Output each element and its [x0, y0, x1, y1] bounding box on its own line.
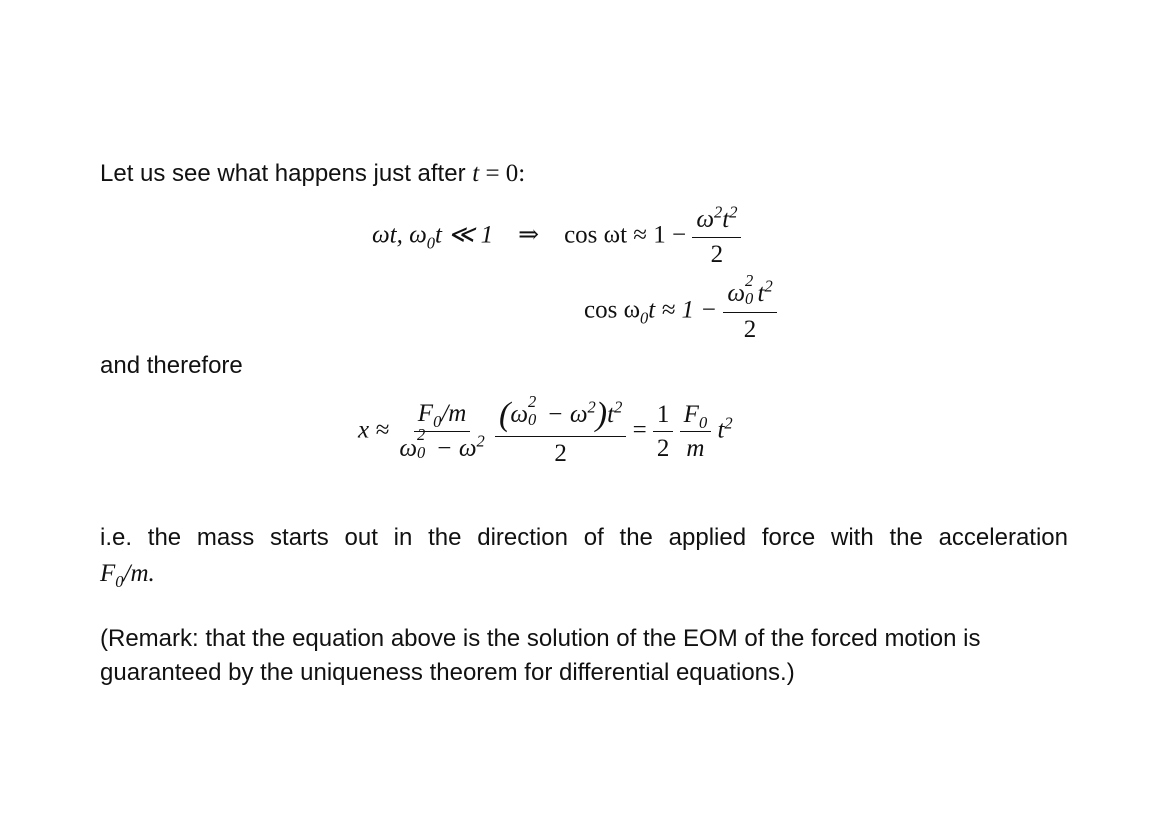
equation-x-approx: x ≈ $F_0/m$ ω 2 0 − $\omega^2$ (ω 2 0 − $\omega^2)t^2$ 2 = $\frac{1}{2}$ $\frac{F_0}{m}$ $t^2$ [358, 391, 733, 468]
fraction-omega-diff-t-squared: (ω 2 0 − $\omega^2)t^2$ 2 [495, 396, 626, 468]
and-therefore-text: and therefore [100, 352, 243, 379]
equation-approx-2: $\cos \omega_0t \approx 1$ − ω 2 0 $t^2$ 2 [584, 280, 777, 344]
intro-text: Let us see what happens just after t = 0: [100, 160, 526, 187]
fraction-one-half: $\frac{1}{2}$ [653, 401, 674, 463]
fraction-force-over-omega-diff: $F_0/m$ ω 2 0 − $\omega^2$ [399, 400, 485, 463]
fraction-omega0-t-squared: ω 2 0 $t^2$ 2 [723, 280, 776, 344]
equation-approx-1: ωt, $\omega_0t$ ≪ 1 ⇒ cos ωt ≈ 1 − $\frac{\omega^2t^2}{2}$ [372, 206, 741, 268]
ie-sentence-line1: i.e. the mass starts out in the direction of the applied force with the acceleration [100, 524, 1068, 551]
fraction-omega-t-squared: $\frac{\omega^2t^2}{2}$ [692, 206, 741, 268]
remark-paragraph: (Remark: that the equation above is the solution of the EOM of the forced motion is guaranteed by the uniqueness theorem for differential equations.) [100, 625, 981, 686]
fraction-f0-over-m: $\frac{F_0}{m}$ [680, 401, 712, 463]
ie-sentence-line2: $F_0/m$. [100, 560, 155, 591]
